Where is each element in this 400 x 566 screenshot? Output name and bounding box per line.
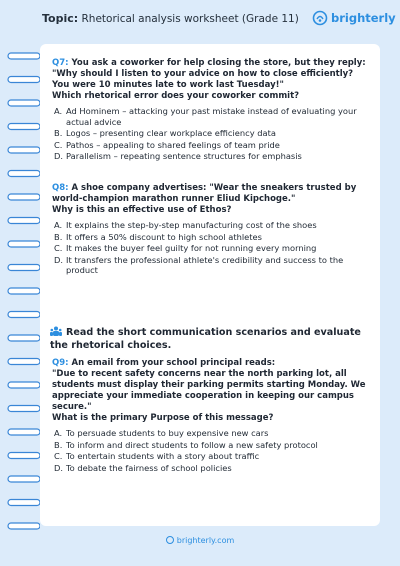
option-letter: A.	[54, 428, 63, 438]
binding-ring	[8, 171, 40, 177]
option-text: To inform and direct students to follow a new safety protocol	[66, 439, 318, 450]
answer-option[interactable]	[52, 128, 370, 139]
answer-option[interactable]	[52, 220, 370, 231]
option-letter: D.	[54, 254, 64, 265]
page-header	[0, 0, 400, 36]
option-letter: D.	[54, 462, 64, 473]
globe-icon	[166, 536, 174, 544]
option-letter: A.	[54, 106, 63, 116]
binding-ring	[8, 77, 40, 83]
option-letter: B.	[54, 439, 63, 450]
binding-ring	[8, 218, 40, 224]
option-text: Parallelism – repeating sentence structures for emphasis	[66, 151, 302, 161]
answer-option[interactable]	[52, 151, 370, 162]
option-text: Logos – presenting clear workplace efficiency data	[66, 128, 276, 138]
answer-option[interactable]	[52, 463, 370, 474]
answer-options	[52, 106, 370, 162]
option-text: Pathos – appealing to shared feelings of team pride	[66, 139, 280, 150]
binding-ring	[8, 124, 40, 130]
binding-ring	[8, 147, 40, 153]
question-7	[52, 58, 370, 163]
option-text: Ad Hominem – attacking your past mistake instead of evaluating your actual advice	[66, 106, 357, 127]
answer-option[interactable]	[52, 255, 370, 276]
option-letter: C.	[54, 243, 63, 253]
binding-ring	[8, 335, 40, 341]
logo-mark-icon	[312, 10, 328, 26]
option-text: It explains the step-by-step manufacturing cost of the shoes	[66, 220, 317, 230]
question-number: Q7:	[52, 58, 69, 68]
question-prompt: You ask a coworker for help closing the store, but they reply: "Why should I listen to your advice on how to close efficiently? You were 10 minutes late to work last Tuesday!"	[52, 58, 366, 90]
page-footer	[0, 536, 400, 545]
question-text: Which rhetorical error does your coworker commit?	[52, 91, 300, 101]
binding-ring	[8, 194, 40, 200]
binding-ring	[8, 100, 40, 106]
question-prompt: An email from your school principal reads:	[71, 358, 276, 368]
question-text: Why is this an effective use of Ethos?	[52, 205, 232, 215]
option-letter: C.	[54, 139, 63, 150]
spiral-binding	[0, 0, 40, 566]
option-text: To debate the fairness of school policies	[66, 462, 232, 473]
question-number: Q8:	[52, 183, 69, 193]
answer-option[interactable]	[52, 451, 370, 462]
binding-ring	[8, 429, 40, 435]
option-text: It offers a 50% discount to high school athletes	[66, 231, 262, 242]
option-text: It makes the buyer feel guilty for not running every morning	[66, 243, 317, 253]
people-icon	[50, 326, 62, 336]
topic-text: Rhetorical analysis worksheet (Grade 11)	[81, 13, 299, 25]
answer-option[interactable]	[52, 440, 370, 451]
topic-label: Topic:	[42, 12, 79, 25]
answer-options	[52, 220, 370, 276]
binding-ring	[8, 476, 40, 482]
binding-ring	[8, 53, 40, 59]
binding-ring	[8, 288, 40, 294]
question-8	[52, 183, 370, 277]
binding-ring	[8, 500, 40, 506]
option-letter: A.	[54, 220, 63, 230]
option-letter: C.	[54, 451, 63, 461]
binding-ring	[8, 359, 40, 365]
option-letter: B.	[54, 231, 63, 242]
option-text: It transfers the professional athlete's credibility and success to the product	[66, 254, 344, 275]
binding-ring	[8, 312, 40, 318]
option-text: To persuade students to buy expensive new cars	[66, 428, 269, 438]
question-text: What is the primary Purpose of this message?	[52, 413, 274, 423]
binding-ring	[8, 453, 40, 459]
answer-option[interactable]	[52, 243, 370, 254]
footer-link[interactable]: brighterly.com	[176, 536, 235, 545]
answer-option[interactable]	[52, 140, 370, 151]
binding-ring	[8, 523, 40, 529]
answer-options	[52, 428, 370, 473]
binding-ring	[8, 265, 40, 271]
question-number: Q9:	[52, 358, 69, 368]
topic-heading	[42, 12, 299, 25]
worksheet-card	[40, 44, 380, 526]
brighterly-logo	[312, 8, 396, 28]
binding-ring	[8, 241, 40, 247]
logo-text: brighterly	[331, 11, 396, 25]
question-prompt: A shoe company advertises: "Wear the sneakers trusted by world-champion marathon runner Eliud Kipchoge."	[52, 183, 357, 204]
option-letter: D.	[54, 151, 64, 161]
answer-option[interactable]	[52, 106, 370, 127]
answer-option[interactable]	[52, 428, 370, 439]
option-letter: B.	[54, 128, 63, 138]
answer-option[interactable]	[52, 232, 370, 243]
question-quote: "Due to recent safety concerns near the north parking lot, all students must display their parking permits starting Monday. We appreciate your immediate cooperation in keeping our campus secure."	[52, 369, 366, 412]
question-9	[52, 358, 370, 474]
section-heading	[50, 326, 370, 352]
binding-ring	[8, 406, 40, 412]
binding-ring	[8, 382, 40, 388]
section-title: Read the short communication scenarios and evaluate the rhetorical choices.	[50, 327, 361, 351]
option-text: To entertain students with a story about traffic	[66, 451, 260, 461]
